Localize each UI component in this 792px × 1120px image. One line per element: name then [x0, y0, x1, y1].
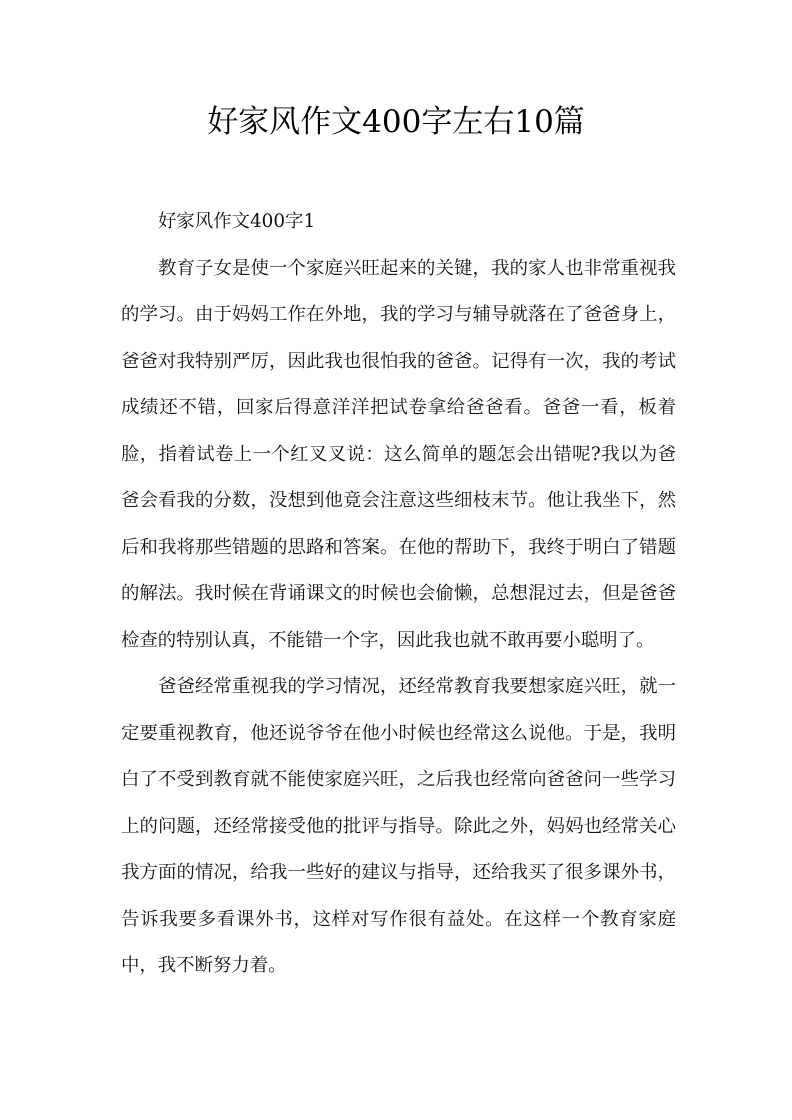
paragraph-2: 爸爸经常重视我的学习情况，还经常教育我要想家庭兴旺，就一定要重视教育，他还说爷爷在他小时候也经常这么说他。于是，我明白了不受到教育就不能使家庭兴旺，之后我也经常向爸爸问一些学习上的问题，还经常接受他的批评与指导。除此之外，妈妈也经常关心我方面的情况，给我一些好的建议与指导，还给我买了很多课外书，告诉我要多看课外书，这样对写作很有益处。在这样一个教育家庭中，我不断努力着。	[121, 676, 676, 976]
paragraph-1: 教育子女是使一个家庭兴旺起来的关键，我的家人也非常重视我的学习。由于妈妈工作在外地，我的学习与辅导就落在了爸爸身上，爸爸对我特别严厉，因此我也很怕我的爸爸。记得有一次，我的考试成绩还不错，回家后得意洋洋把试卷拿给爸爸看。爸爸一看，板着脸，指着试卷上一个红叉叉说：这么简单的题怎会出错呢?我以为爸爸会看我的分数，没想到他竟会注意这些细枝末节。他让我坐下，然后和我将那些错题的思路和答案。在他的帮助下，我终于明白了错题的解法。我时候在背诵课文的时候也会偷懒，总想混过去，但是爸爸检查的特别认真，不能错一个字，因此我也就不敢再要小聪明了。	[121, 257, 676, 651]
document-body	[121, 199, 676, 990]
document-title: 好家风作文400字左右10篇	[207, 104, 585, 140]
section-heading: 好家风作文400字1	[158, 211, 316, 232]
